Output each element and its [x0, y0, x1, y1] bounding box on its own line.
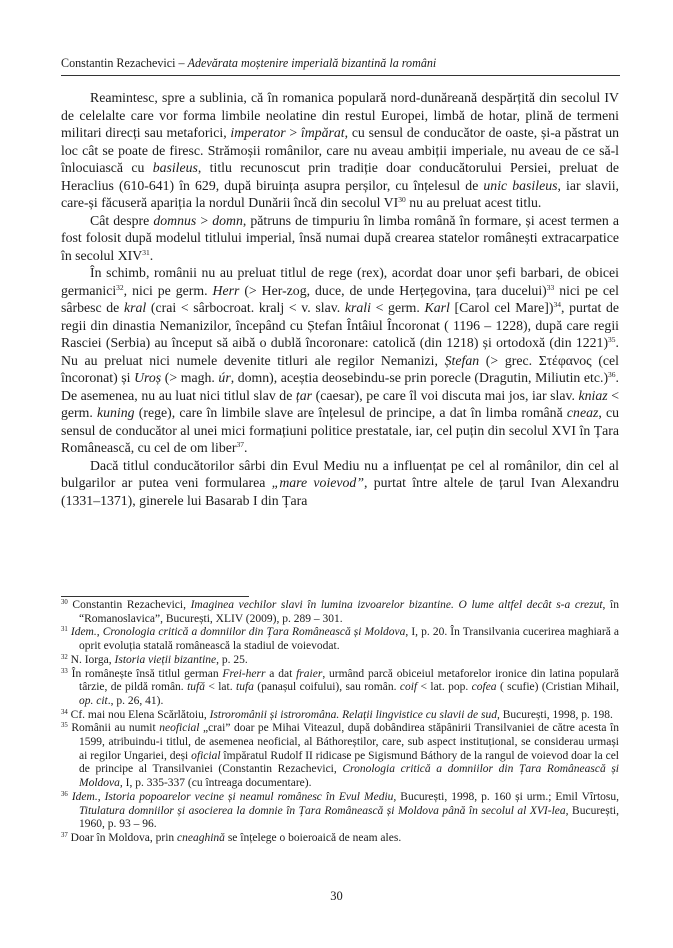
footnote-number: 30: [61, 599, 68, 606]
italic-text: kral: [123, 300, 147, 315]
footnote-number: 31: [61, 626, 68, 634]
text-run: , iar slavii, care-și făcuseră apariția la nordul Dunării încă din secolul VI: [61, 177, 619, 210]
italic-text: krali: [344, 300, 371, 315]
paragraph: [61, 212, 619, 265]
italic-text: cneaz: [566, 405, 599, 420]
footnote: [61, 668, 619, 709]
footnote-reference[interactable]: 31: [142, 247, 150, 257]
text-run: .: [243, 440, 248, 455]
text-run: , I, p. 20. În Transilvania cucerirea maghiară a oprit evoluția statală românească la stadiul de voievodat.: [79, 626, 620, 653]
footnote: [61, 722, 619, 791]
italic-text: cofea: [471, 681, 497, 694]
header-title: Adevărata moștenire imperială bizantină la români: [187, 56, 437, 70]
text-run: .: [149, 247, 154, 263]
text-run: nici pe cel sârbesc de: [61, 282, 619, 315]
footnote-number: 32: [61, 653, 68, 661]
footnote-reference[interactable]: 33: [546, 282, 555, 292]
footnote-number: 37: [61, 831, 68, 839]
paragraph: [61, 457, 619, 510]
italic-text: Herr: [212, 282, 240, 298]
text-run: (> magh.: [161, 370, 219, 385]
footnote-number: 36: [61, 790, 68, 798]
footnote-rule: [61, 596, 249, 597]
italic-text: kuning: [97, 405, 135, 420]
header-separator: –: [178, 56, 185, 70]
text-run: N. Iorga,: [70, 653, 115, 666]
text-run: În schimb, românii nu au preluat titlul de rege (rex), acordat doar unor șefi barbari, de obicei germanici: [61, 265, 619, 298]
text-run: Cf. mai nou Elena Scărlătoiu,: [70, 708, 210, 721]
text-run: < lat. pop.: [417, 681, 472, 694]
footnote-number: 33: [61, 667, 68, 675]
italic-text: imperator: [230, 125, 286, 140]
footnote-reference[interactable]: 37: [236, 440, 244, 449]
text-run: (panașul coifului), sau român.: [253, 681, 400, 694]
text-run: împăratul Rudolf II ridicase pe Sigismund Báthory de la rangul de voievod doar la cel de principe al Transilvaniei (Constantin Rezachevici,: [79, 749, 619, 776]
italic-text: tufă: [187, 681, 205, 694]
text-run: În românește însă titlul german: [71, 667, 223, 680]
text-run: [Carol cel Mare]): [449, 300, 554, 315]
footnote-reference[interactable]: 34: [553, 300, 561, 309]
text-run: Cât despre: [90, 212, 154, 228]
italic-text: împărat: [300, 125, 345, 140]
italic-text: „mare voievod”: [271, 475, 365, 490]
text-run: >: [196, 212, 213, 228]
italic-text: basileus: [152, 160, 198, 175]
footnote-number: 35: [61, 722, 68, 730]
text-run: . Nu au preluat nici numele devenite titluri ale regilor Nemanizi,: [61, 335, 619, 368]
text-run: I, p. 335-337 (cu întreaga documentare).: [125, 777, 312, 790]
text-run: ,: [96, 626, 103, 639]
italic-text: coif: [399, 681, 418, 694]
italic-text: țar: [295, 387, 313, 403]
italic-text: Idem.: [70, 626, 97, 639]
italic-text: domnus: [153, 212, 197, 228]
text-run: , pătruns de timpuriu în limba română în formare, și acest termen a fost folosit după modelul titlului imperial, însă numai după crearea statelor românești extracarpatice în secolul XIV: [61, 212, 619, 263]
footnote-number: 34: [61, 708, 68, 716]
text-run: „crai” doar pe Mihai Viteazul, după dobândirea stăpânirii Transilvaniei de către acesta în 1599, atribuindu-i titlul, de asemenea neoficial, al Báthoreștilor, care, sub aspect instituțional, se considerau urmași ai regilor Ungariei, deși: [79, 722, 619, 762]
text-run: < germ.: [61, 387, 619, 420]
text-run: (crai < sârbocroat. kralj < v. slav.: [146, 300, 345, 315]
italic-text: domn: [212, 212, 243, 228]
text-run: , purtat de regii din dinastia Nemanizilor, începând cu Ștefan Întâiul Încoronat ( 1196 – 1228), după care regii Rasciei (Serbia) au început să aibă o dublă încoronare: catolică (din 1218) și ortodoxă (din 1221): [61, 300, 619, 350]
text-run: Constantin Rezachevici,: [72, 599, 191, 611]
italic-text: neoficial: [159, 722, 200, 735]
text-run: , domn), aceștia deosebindu-se prin porecle (Dragutin, Miliutin etc.): [230, 370, 609, 385]
text-run: < germ.: [370, 300, 425, 315]
footnote: [61, 654, 619, 668]
footnote-reference[interactable]: 30: [398, 195, 406, 204]
text-run: , nici pe germ.: [123, 282, 213, 298]
footnote-reference[interactable]: 35: [608, 335, 616, 344]
italic-text: Istoria vieții bizantine: [114, 653, 217, 666]
text-run: . De asemenea, nu au luat nici titlul slav de: [61, 370, 619, 403]
footnote: [61, 709, 619, 723]
italic-text: Uroș: [134, 370, 162, 385]
italic-text: Idem., Istoria popoarelor vecine și neamul românesc în Evul Mediu,: [71, 790, 397, 803]
header-rule: [61, 75, 620, 76]
text-run: (> grec. Στέφανος (cel încoronat) și: [61, 352, 619, 385]
footnote: [61, 832, 619, 846]
footnotes: [61, 599, 619, 846]
footnote-reference[interactable]: 32: [116, 282, 124, 292]
italic-text: fraier: [296, 667, 323, 680]
text-run: (caesar), pe care îl voi discuta mai jos, iar slav.: [312, 387, 579, 403]
text-run: , urmând parcă obiceiul metaforelor ironice din latina populară târzie, de pildă român.: [79, 667, 620, 694]
text-run: (rege), care în limbile slave are înțelesul de principe, a dat în limba română: [134, 405, 567, 420]
text-run: București, 1960, p. 93 – 96.: [79, 804, 619, 831]
italic-text: Cronologia critică a domniilor din Țara Românească și Moldova: [102, 626, 406, 639]
text-run: Românii au numit: [71, 722, 160, 735]
italic-text: kniaz: [578, 387, 608, 403]
italic-text: úr: [218, 370, 231, 385]
italic-text: op. cit: [79, 694, 108, 707]
footnote: [61, 599, 619, 626]
text-run: se înțelege o boieroaică de neam ales.: [224, 831, 402, 844]
text-run: Dacă titlul conducătorilor sârbi din Evul Mediu nu a influențat pe cel al românilor, din cel al bulgarilor ar putea veni formularea: [61, 457, 619, 490]
paragraph: [61, 89, 619, 212]
italic-text: tufa: [236, 681, 254, 694]
text-run: , cu sensul de conducător de oaste, și-a păstrat un loc cât se poate de firesc. Strămoșii românilor, care nu aveau ambiții imperiale, nu aveau de ce să-l înlocuiască cu: [61, 125, 619, 175]
italic-text: Titulatura domniilor și asocierea la domnie în Țara Românească și Moldova până în secolul al XVI-lea,: [79, 804, 569, 817]
text-run: , în “Romanoslavica”, București, XLIV (2009), p. 289 – 301.: [79, 599, 619, 625]
italic-text: Cronologia critică a domniilor din Țara Românească și Moldova,: [79, 763, 619, 790]
running-header: [61, 56, 621, 71]
italic-text: unic basileus: [483, 177, 558, 193]
paragraph: [61, 264, 619, 457]
italic-text: oficial: [191, 749, 221, 762]
text-run: București, 1998, p. 160 și urm.; Emil Vîrtosu,: [396, 790, 619, 803]
text-run: (> Her-zog, duce, de unde Herțegovina, țara ducelui): [239, 282, 547, 298]
text-run: < lat.: [204, 681, 236, 694]
footnote-reference[interactable]: 36: [608, 370, 616, 379]
italic-text: Istroromânii și istroromâna. Relații lingvistice cu slavii de sud: [209, 708, 497, 721]
footnote: [61, 626, 619, 653]
text-run: , p. 25.: [216, 653, 248, 666]
text-run: , cu sensul de conducător al unei mici formațiuni politice prestatale, iar, cel puțin din secolul XVI în Țara Românească, cu cel de om liber: [61, 405, 620, 455]
italic-text: Karl: [424, 300, 450, 315]
italic-text: Ștefan: [444, 352, 480, 368]
italic-text: Imaginea vechilor slavi în lumina izvoarelor bizantine. O lume altfel decât s-a crezut: [190, 599, 603, 611]
text-run: , purtat între altele de țarul Ivan Alexandru (1331–1371), ginerele lui Basarab I din Țara: [61, 475, 619, 508]
body-text: [61, 89, 619, 509]
text-run: , titlu recunoscut prin tradiție doar conducătorului Persiei, preluat de Heraclius (610-641) în 629, după biruința asupra perșilor, cu înțelesul de: [61, 160, 619, 193]
text-run: ., p. 26, 41).: [107, 694, 164, 707]
italic-text: Frei-herr: [222, 667, 266, 680]
footnote: [61, 791, 619, 832]
text-run: ( scufie) (Cristian Mihail,: [496, 681, 620, 694]
text-run: a dat: [265, 667, 297, 680]
header-author: Constantin Rezachevici: [61, 56, 176, 70]
text-run: nu au preluat acest titlu.: [405, 195, 542, 210]
text-run: >: [285, 125, 301, 140]
text-run: Reamintesc, spre a sublinia, că în romanica populară nord-dunăreană despărțită din secolul IV de celelalte care vor forma limbile neolatine din restul Europei, limbă de hotar, plină de termeni militari direcți sau metaforici,: [61, 90, 619, 140]
italic-text: cneaghină: [177, 831, 225, 844]
page-number: 30: [330, 889, 343, 903]
text-run: Doar în Moldova, prin: [70, 831, 178, 844]
text-run: , București, 1998, p. 198.: [496, 708, 613, 721]
